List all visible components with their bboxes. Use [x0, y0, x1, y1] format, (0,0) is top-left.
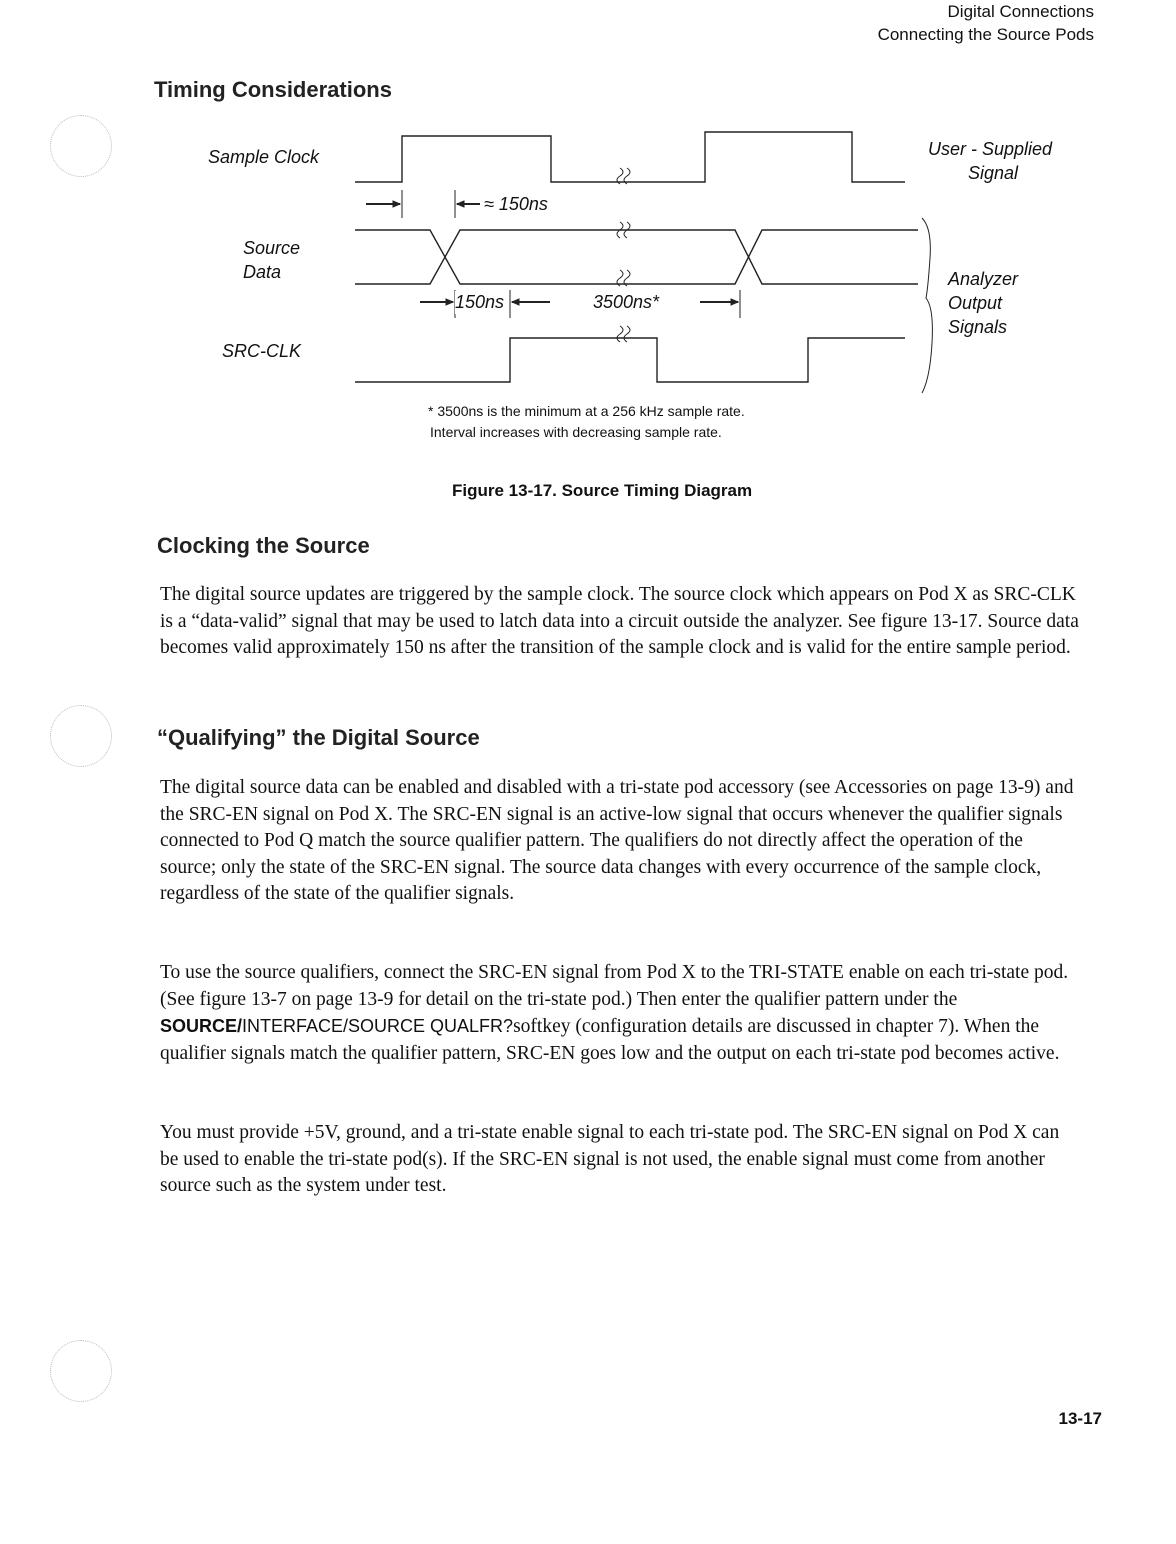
label-sample-clock: Sample Clock — [208, 147, 320, 167]
paragraph: The digital source data can be enabled and disabled with a tri-state pod accessory (see Accessories on page 13-9) and the SRC-EN signal on Pod X. The SRC-EN signal is an active-low signal that occurs whenever the qualifier signals connected to Pod Q match the source qualifier pattern. The qualifiers do not directly affect the operation of the source; only the state of the SRC-EN signal. The source data changes with every occurrence of the sample clock, regardless of the state of the qualifier signals. — [160, 777, 1074, 904]
brace — [922, 218, 932, 393]
paragraph — [160, 960, 1080, 1067]
softkey-source: SOURCE/ — [160, 1016, 243, 1036]
paragraph: You must provide +5V, ground, and a tri-state enable signal to each tri-state pod. The SRC-EN signal on Pod X can be used to enable the tri-state pod(s). If the SRC-EN signal is not used, the enable signal must come from another source such as the system under test. — [160, 1122, 1060, 1196]
figure-note — [428, 401, 745, 443]
note-line: Interval increases with decreasing sample rate. — [430, 424, 722, 440]
punch-hole — [50, 705, 112, 767]
header-chapter: Digital Connections — [947, 2, 1094, 21]
label-signal: Signal — [968, 163, 1019, 183]
label-3500ns: 3500ns* — [593, 292, 660, 312]
label-source: Source — [243, 238, 301, 258]
label-150ns: 150ns — [455, 292, 505, 312]
source-data-bottom — [355, 230, 918, 284]
label-src-clk: SRC-CLK — [222, 341, 302, 361]
heading-qualifying: “Qualifying” the Digital Source — [157, 725, 480, 750]
punch-hole — [50, 1340, 112, 1402]
timing-markers — [366, 190, 740, 318]
break-marks — [617, 168, 630, 342]
label-user-supplied: User - Supplied — [928, 139, 1053, 159]
heading-timing: Timing Considerations — [154, 77, 392, 102]
page-number: 13-17 — [1058, 1409, 1102, 1428]
label-output: Output — [948, 293, 1003, 313]
figure-caption: Figure 13-17. Source Timing Diagram — [452, 481, 753, 500]
text: To use the source qualifiers, connect the SRC-EN signal from Pod X to the TRI-STATE enable on each tri-state pod. (See figure 13-7 on page 13-9 for detail on the tri-state pod.) Then enter the qualifier pattern under the — [160, 962, 1069, 1010]
sample-clock-waveform — [355, 132, 905, 182]
label-analyzer: Analyzer — [948, 269, 1019, 289]
header-section: Connecting the Source Pods — [877, 25, 1094, 44]
text: softkey (configuration details are discussed in chapter 7). When the qualifier signals match the qualifier pattern, SRC-EN goes low and the output on each tri-state pod becomes active. — [160, 1016, 1060, 1064]
paragraph: The digital source updates are triggered by the sample clock. The source clock which appears on Pod X as SRC-CLK is a “data-valid” signal that may be used to latch data into a circuit outside the analyzer. See figure 13-17. Source data becomes valid approximately 150 ns after the transition of the sample clock and is valid for the entire sample period. — [160, 584, 1079, 658]
source-data-top — [355, 230, 918, 284]
label-150ns-approx: ≈ 150ns — [484, 194, 548, 214]
softkey-interface: INTERFACE/SOURCE QUALFR? — [242, 1016, 514, 1036]
label-data: Data — [243, 262, 282, 282]
note-line: * 3500ns is the minimum at a 256 kHz sample rate. — [428, 403, 745, 419]
label-signals: Signals — [948, 317, 1008, 337]
heading-clocking: Clocking the Source — [157, 533, 370, 558]
src-clk-waveform — [355, 338, 905, 382]
